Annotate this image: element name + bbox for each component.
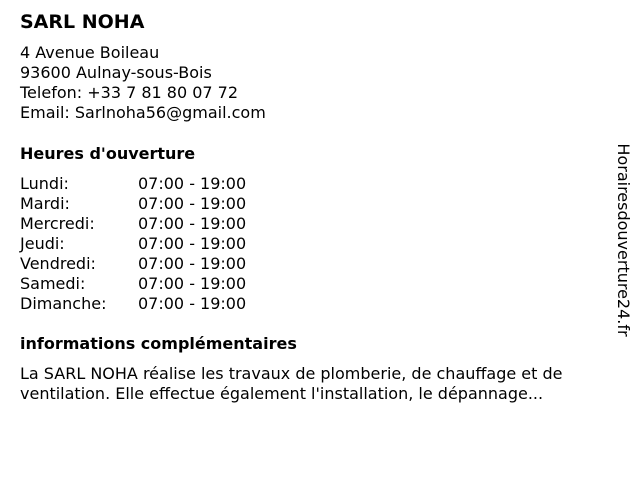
hours-row-friday <box>20 254 246 274</box>
hours-day: Mardi: <box>20 194 70 213</box>
hours-row-tuesday <box>20 194 246 214</box>
hours-day: Samedi: <box>20 274 86 293</box>
email-address: Email: Sarlnoha56@gmail.com <box>20 103 266 122</box>
hours-day: Lundi: <box>20 174 69 193</box>
hours-row-monday <box>20 174 246 194</box>
hours-time: 07:00 - 19:00 <box>138 254 247 273</box>
opening-hours-table <box>20 174 246 314</box>
hours-time: 07:00 - 19:00 <box>138 194 247 213</box>
hours-day: Jeudi: <box>20 234 65 253</box>
business-name: SARL NOHA <box>20 11 145 33</box>
phone-number: Telefon: +33 7 81 80 07 72 <box>20 83 239 102</box>
hours-row-sunday <box>20 294 246 314</box>
hours-time: 07:00 - 19:00 <box>138 214 247 233</box>
additional-info-heading: informations complémentaires <box>20 334 297 353</box>
address-city: 93600 Aulnay-sous-Bois <box>20 63 212 82</box>
hours-day: Dimanche: <box>20 294 107 313</box>
opening-hours-heading: Heures d'ouverture <box>20 144 196 163</box>
hours-time: 07:00 - 19:00 <box>138 174 247 193</box>
hours-day: Mercredi: <box>20 214 95 233</box>
hours-row-thursday <box>20 234 246 254</box>
hours-row-saturday <box>20 274 246 294</box>
hours-time: 07:00 - 19:00 <box>138 274 247 293</box>
business-description: La SARL NOHA réalise les travaux de plomberie, de chauffage et de ventilation. Elle effectue également l'installation, le dépannage... <box>20 364 563 403</box>
hours-time: 07:00 - 19:00 <box>138 234 247 253</box>
address-street: 4 Avenue Boileau <box>20 43 160 62</box>
hours-time: 07:00 - 19:00 <box>138 294 247 313</box>
site-watermark: Horairesdouverture24.fr <box>614 143 633 337</box>
hours-day: Vendredi: <box>20 254 96 273</box>
contact-block <box>20 43 266 123</box>
hours-row-wednesday <box>20 214 246 234</box>
